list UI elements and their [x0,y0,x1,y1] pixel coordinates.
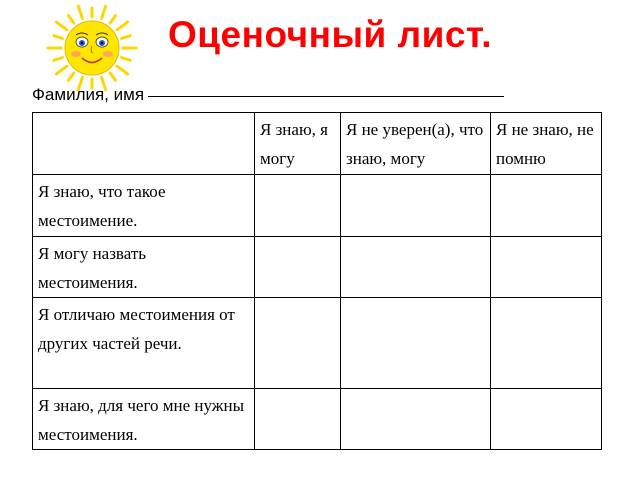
sun-ray [102,6,106,18]
sun-ray [56,66,67,74]
mark-cell-unsure[interactable] [341,175,491,237]
mark-cell-dont-know[interactable] [491,175,602,237]
sun-ray [121,58,130,61]
sun-icon [36,2,148,94]
sun-right-cheek [103,51,113,57]
page-title: Оценочный лист. [168,14,493,55]
statement-cell: Я отличаю местоимения от других частей речи. [33,298,255,389]
mark-cell-dont-know[interactable] [491,237,602,298]
sun-ray [110,73,115,80]
mark-cell-unsure[interactable] [341,237,491,298]
name-blank-line[interactable] [148,82,504,97]
sun-ray [117,66,128,74]
mark-cell-know[interactable] [255,175,341,237]
sun-ray [121,36,130,39]
mark-cell-unsure[interactable] [341,298,491,389]
mark-cell-unsure[interactable] [341,389,491,450]
sun-ray [54,36,63,39]
name-field [32,82,552,106]
header-cell-dont-know: Я не знаю, не помню [491,113,602,175]
header-cell-empty [33,113,255,175]
sun-ray [117,22,128,30]
table-row [33,389,602,450]
header-cell-unsure: Я не уверен(а), что знаю, могу [341,113,491,175]
sun-ray [54,58,63,61]
sun-ray [68,73,73,80]
name-label: Фамилия, имя [32,85,145,104]
statement-cell: Я знаю, для чего мне нужны местоимения. [33,389,255,450]
mark-cell-know[interactable] [255,389,341,450]
mark-cell-dont-know[interactable] [491,389,602,450]
statement-cell: Я знаю, что такое местоимение. [33,175,255,237]
mark-cell-know[interactable] [255,298,341,389]
sun-ray [56,22,67,30]
table-row [33,237,602,298]
mark-cell-know[interactable] [255,237,341,298]
sun-left-cheek [71,51,81,57]
table-row [33,175,602,237]
sun-face [65,21,119,75]
statement-cell: Я могу назвать местоимения. [33,237,255,298]
sun-ray [110,16,115,23]
mark-cell-dont-know[interactable] [491,298,602,389]
table-row [33,298,602,389]
sun-ray [68,16,73,23]
assessment-table [32,112,602,450]
table-header-row [33,113,602,175]
sun-ray [78,6,82,18]
header-cell-know: Я знаю, я могу [255,113,341,175]
